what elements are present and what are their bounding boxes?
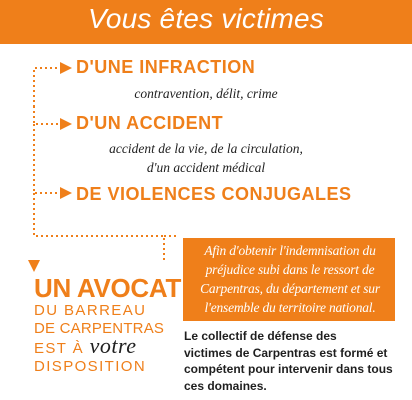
lawyer-emphasis: votre (89, 333, 137, 358)
lawyer-line-4: DISPOSITION (34, 357, 147, 375)
heading-accident: D'UN ACCIDENT (76, 113, 224, 133)
subtitle-infraction (0, 84, 412, 103)
heading-infraction: D'UNE INFRACTION (76, 57, 256, 77)
arrow-right-icon (60, 118, 72, 130)
arrow-right-icon (60, 62, 72, 74)
info-box-text (191, 241, 389, 317)
collective-text (184, 328, 394, 394)
lawyer-line-1: DU BARREAU (34, 302, 147, 319)
info-line: Afin d'obtenir l'indemnisation du (204, 243, 376, 258)
subtitle-line: contravention, délit, crime (134, 86, 278, 101)
subtitle-line: accident de la vie, de la circulation, (109, 141, 303, 156)
collective-line: victimes de Carpentras est formé et (184, 345, 388, 360)
info-box (183, 238, 395, 321)
info-line: préjudice subi dans le ressort de (205, 262, 375, 277)
subtitle-line: d'un accident médical (146, 160, 266, 175)
lawyer-line-3 (34, 333, 174, 358)
collective-line: ces domaines. (184, 378, 267, 393)
heading-violences: DE VIOLENCES CONJUGALES (76, 184, 352, 204)
lawyer-block (34, 273, 182, 375)
arrow-right-icon (60, 187, 72, 199)
arrow-down-icon (28, 260, 40, 272)
collective-line: compétent pour intervenir dans tous (184, 362, 393, 376)
lawyer-title: UN AVOCAT (34, 273, 182, 303)
info-line: l'ensemble du territoire national. (204, 300, 376, 315)
collective-line: Le collectif de défense des (184, 329, 337, 343)
page-title: Vous êtes victimes (88, 3, 324, 34)
lawyer-line-3-prefix: EST À (34, 340, 90, 357)
lawyer-line-2: DE CARPENTRAS (34, 319, 165, 337)
info-line: Carpentras, du département et sur (200, 281, 380, 296)
subtitle-accident (0, 139, 412, 177)
